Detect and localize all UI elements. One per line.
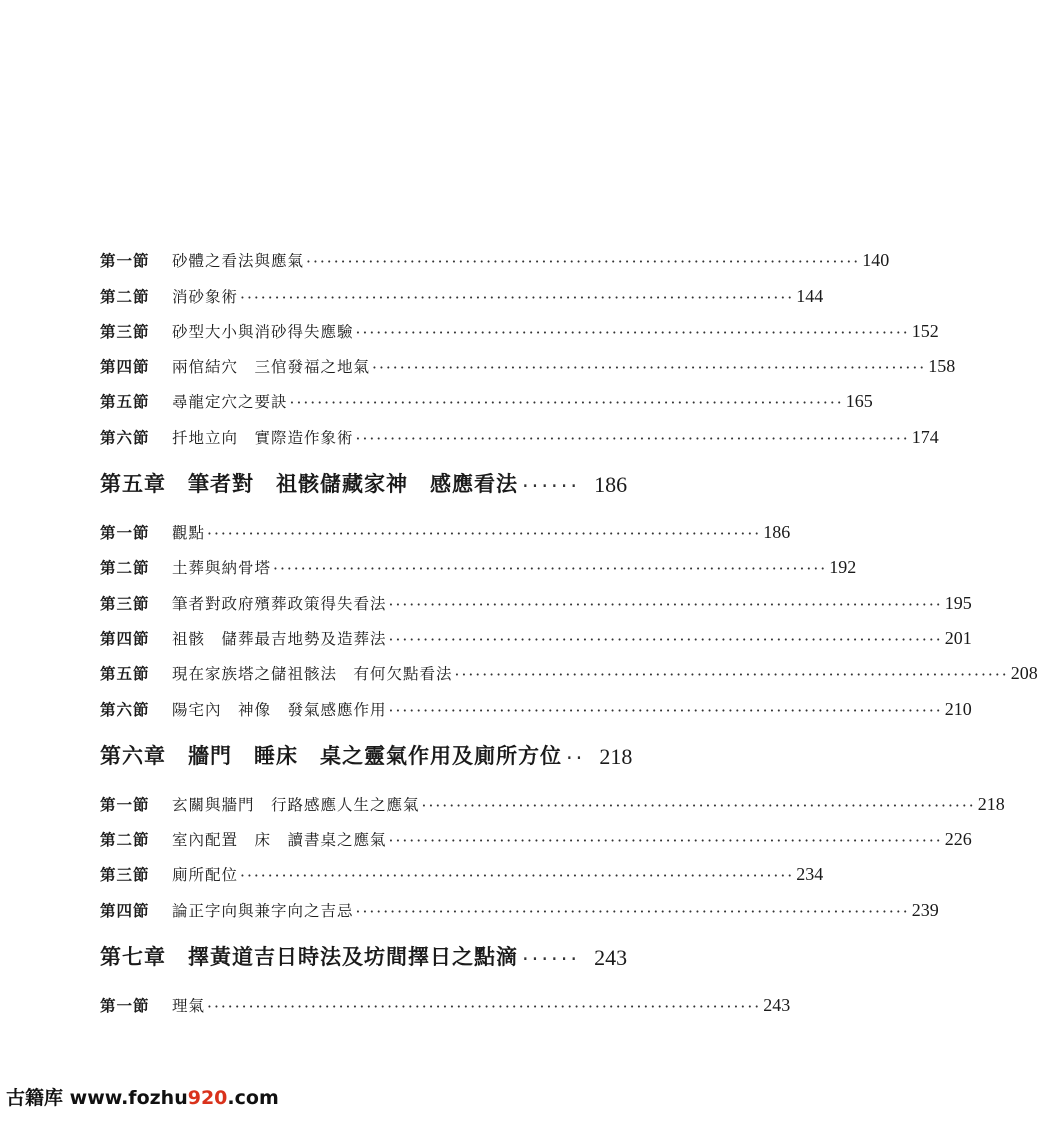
entry-title: 擇黃道吉日時法及坊間擇日之點滴 [188, 944, 518, 969]
page-number: 208 [1010, 663, 1038, 684]
table-of-contents [100, 236, 1038, 1017]
toc-section-row [100, 508, 791, 544]
leader-dots: ················································································ [372, 359, 927, 378]
page-number: 174 [911, 426, 939, 447]
entry-title: 筆者對 祖骸儲藏家神 感應看法 [188, 471, 518, 496]
entry-title: 陽宅內 神像 發氣感應作用 [172, 700, 387, 719]
section-label: 第四節 [100, 900, 150, 920]
section-label: 第一節 [100, 996, 150, 1016]
toc-section-row [100, 543, 857, 579]
toc-section-row [100, 981, 791, 1017]
toc-chapter-row [100, 921, 628, 981]
page-number: 144 [796, 285, 824, 306]
leader-dots: ················································································ [207, 998, 762, 1017]
toc-chapter-row [100, 448, 628, 508]
section-label: 第四節 [100, 357, 150, 377]
toc-section-row [100, 684, 972, 720]
leader-dots: ················································································ [454, 666, 1009, 685]
toc-section-row [100, 271, 824, 307]
leader-dots: ················································································ [421, 796, 976, 815]
page-number: 239 [911, 899, 939, 920]
chapter-label: 第七章 [100, 944, 166, 969]
site-name: 古籍库 [6, 1087, 64, 1109]
site-url-number: 920 [187, 1087, 228, 1109]
toc-section-row [100, 377, 873, 413]
leader-dots: ················································································ [240, 288, 795, 307]
leader-dots: ······ [522, 946, 581, 971]
entry-title: 兩倌結穴 三倌發福之地氣 [172, 358, 371, 377]
leader-dots: ················································································ [355, 429, 910, 448]
site-url-prefix: www.fozhu [69, 1087, 188, 1109]
leader-dots: ················································································ [388, 832, 943, 851]
entry-title: 砂體之看法與應氣 [172, 252, 305, 271]
entry-title: 牆門 睡床 桌之靈氣作用及廁所方位 [188, 743, 562, 768]
leader-dots: ················································································ [207, 525, 762, 544]
leader-dots: ················································································ [289, 394, 844, 413]
toc-section-row [100, 780, 1005, 815]
section-label: 第五節 [100, 664, 150, 684]
section-label: 第一節 [100, 251, 150, 271]
page-number: 195 [944, 592, 972, 613]
section-label: 第四節 [100, 628, 150, 648]
toc-section-row [100, 614, 972, 649]
entry-title: 玄關與牆門 行路感應人生之應氣 [172, 795, 420, 814]
page-number: 192 [829, 557, 857, 578]
page-number: 186 [763, 522, 791, 543]
section-label: 第三節 [100, 865, 150, 885]
page-number: 158 [928, 356, 956, 377]
leader-dots: ················································································ [355, 323, 910, 342]
site-url-suffix: .com [227, 1087, 279, 1109]
leader-dots: ······ [522, 473, 581, 498]
page-number: 218 [599, 743, 633, 769]
chapter-label: 第五章 [100, 471, 166, 496]
toc-section-row [100, 578, 972, 614]
leader-dots: ················································································ [388, 595, 943, 614]
leader-dots: ················································································ [273, 560, 828, 579]
page-number: 243 [594, 944, 628, 970]
page-number: 201 [944, 627, 972, 648]
section-label: 第一節 [100, 794, 150, 814]
page-number: 218 [977, 793, 1005, 814]
entry-title: 現在家族塔之儲祖骸法 有何欠點看法 [172, 665, 453, 684]
entry-title: 扦地立向 實際造作象術 [172, 428, 354, 447]
section-label: 第三節 [100, 593, 150, 613]
entry-title: 土葬與納骨塔 [172, 559, 272, 578]
leader-dots: ················································································ [355, 902, 910, 921]
section-label: 第一節 [100, 523, 150, 543]
entry-title: 廁所配位 [172, 866, 239, 885]
page-number: 165 [845, 391, 873, 412]
leader-dots: ················································································ [388, 701, 943, 720]
toc-section-row [100, 236, 890, 272]
entry-title: 室內配置 床 讀書桌之應氣 [172, 831, 387, 850]
section-label: 第二節 [100, 286, 150, 306]
chapter-label: 第六章 [100, 743, 166, 768]
section-label: 第二節 [100, 558, 150, 578]
toc-section-row [100, 815, 972, 851]
section-label: 第二節 [100, 830, 150, 850]
toc-section-row [100, 307, 939, 342]
section-label: 第六節 [100, 427, 150, 447]
section-label: 第三節 [100, 321, 150, 341]
toc-section-row [100, 885, 939, 921]
page-number: 186 [594, 471, 628, 497]
leader-dots: ················································································ [240, 867, 795, 886]
page-number: 152 [911, 320, 939, 341]
leader-dots: ·· [566, 745, 586, 770]
page-number: 234 [796, 864, 824, 885]
page-number: 226 [944, 829, 972, 850]
watermark-footer [6, 1083, 279, 1110]
section-label: 第五節 [100, 392, 150, 412]
entry-title: 祖骸 儲葬最吉地勢及造葬法 [172, 629, 387, 648]
entry-title: 尋龍定穴之要訣 [172, 393, 288, 412]
toc-section-row [100, 649, 1038, 685]
entry-title: 論正字向與兼字向之吉忌 [172, 901, 354, 920]
toc-chapter-row [100, 720, 633, 780]
entry-title: 消砂象術 [172, 287, 239, 306]
page-number: 210 [944, 698, 972, 719]
leader-dots: ················································································ [388, 630, 943, 649]
page-number: 243 [763, 995, 791, 1016]
toc-section-row [100, 412, 939, 448]
leader-dots: ················································································ [306, 253, 861, 272]
entry-title: 觀點 [172, 524, 206, 543]
entry-title: 砂型大小與消砂得失應驗 [172, 322, 354, 341]
toc-section-row [100, 342, 956, 378]
page-number: 140 [862, 250, 890, 271]
toc-section-row [100, 850, 824, 886]
entry-title: 理氣 [172, 997, 206, 1016]
section-label: 第六節 [100, 699, 150, 719]
entry-title: 筆者對政府殯葬政策得失看法 [172, 594, 387, 613]
